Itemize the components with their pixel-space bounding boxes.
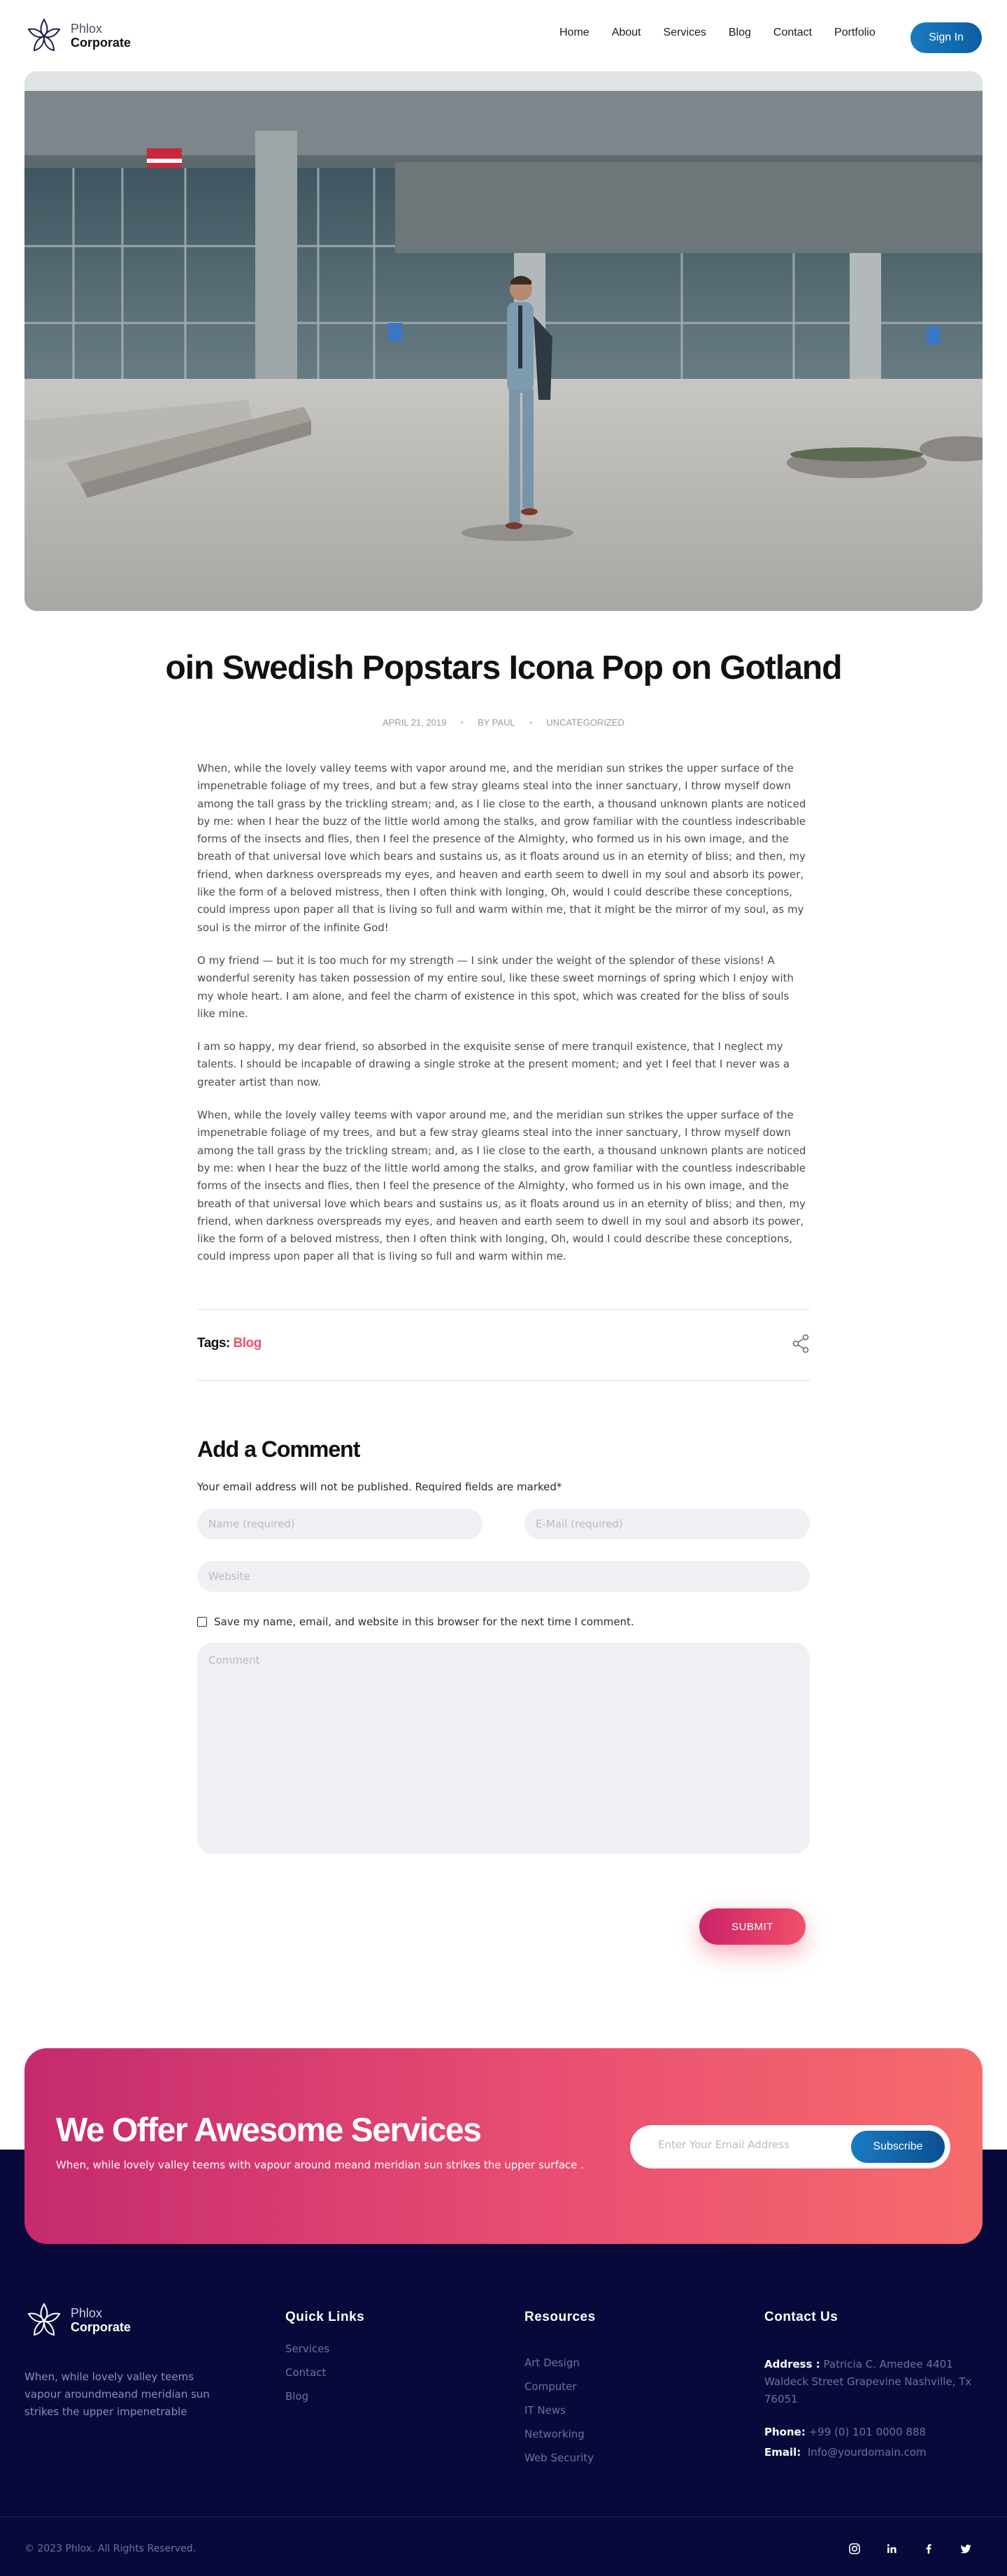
address-value: Patricia C. Amedee 4401 Waldeck Street Grapevine Nashville, Tx 76051 bbox=[764, 2358, 972, 2405]
post-date: APRIL 21, 2019 bbox=[383, 717, 447, 728]
share-icon[interactable] bbox=[792, 1334, 810, 1353]
resources-list bbox=[524, 2356, 594, 2475]
logo-icon bbox=[24, 2301, 64, 2339]
linkedin-icon[interactable] bbox=[885, 2542, 899, 2556]
resources-title: Resources bbox=[524, 2310, 596, 2324]
brand-line2: Corporate bbox=[71, 36, 131, 50]
footer-link-blog[interactable]: Blog bbox=[285, 2390, 309, 2403]
tag-link-blog[interactable]: Blog bbox=[233, 1336, 262, 1351]
post-category[interactable]: UNCATEGORIZED bbox=[546, 717, 624, 728]
nav-blog[interactable]: Blog bbox=[728, 27, 751, 38]
subscribe-button[interactable]: Subscribe bbox=[851, 2131, 945, 2163]
email-value[interactable]: Info@yourdomain.com bbox=[807, 2446, 927, 2459]
sign-in-button[interactable]: Sign In bbox=[910, 22, 982, 53]
email-label: Email: bbox=[764, 2446, 801, 2459]
facebook-icon[interactable] bbox=[922, 2542, 936, 2556]
cta-subtitle: When, while lovely valley teems with vapour around meand meridian sun strikes the upper surface . bbox=[56, 2159, 584, 2171]
post-author[interactable]: BY PAUL bbox=[477, 717, 515, 728]
hero-photo-illustration bbox=[24, 71, 983, 611]
quick-links-title: Quick Links bbox=[285, 2310, 365, 2324]
site-header bbox=[0, 0, 1007, 71]
newsletter-email-input[interactable] bbox=[658, 2138, 833, 2151]
footer-link-networking[interactable]: Networking bbox=[524, 2428, 585, 2440]
footer-about: When, while lovely valley teems vapour aroundmeand meridian sun strikes the upper impenetrable bbox=[24, 2370, 210, 2418]
instagram-icon[interactable] bbox=[848, 2542, 862, 2556]
nav-portfolio[interactable]: Portfolio bbox=[834, 27, 876, 38]
post-body bbox=[197, 760, 810, 1281]
main-nav bbox=[559, 27, 898, 39]
phone-label: Phone: bbox=[764, 2426, 806, 2438]
nav-services[interactable]: Services bbox=[663, 27, 706, 38]
meta-separator: • bbox=[529, 717, 533, 728]
post-meta bbox=[0, 717, 1007, 728]
tags-label: Tags: bbox=[197, 1336, 230, 1351]
submit-button[interactable]: SUBMIT bbox=[699, 1908, 806, 1945]
save-info-checkbox[interactable] bbox=[197, 1617, 207, 1627]
logo[interactable] bbox=[24, 17, 131, 55]
contact-email bbox=[764, 2444, 988, 2461]
divider bbox=[197, 1309, 810, 1310]
divider bbox=[197, 1380, 810, 1381]
newsletter-form bbox=[630, 2125, 950, 2168]
footer-link-computer[interactable]: Computer bbox=[524, 2380, 577, 2393]
nav-about[interactable]: About bbox=[611, 27, 641, 38]
nav-home[interactable]: Home bbox=[559, 27, 590, 38]
post-title: oin Swedish Popstars Icona Pop on Gotland bbox=[165, 649, 842, 686]
contact-address bbox=[764, 2356, 988, 2408]
cta-title: We Offer Awesome Services bbox=[56, 2112, 481, 2149]
footer-link-art-design[interactable]: Art Design bbox=[524, 2356, 580, 2369]
meta-separator: • bbox=[460, 717, 464, 728]
name-input[interactable] bbox=[197, 1509, 483, 1539]
website-input[interactable] bbox=[197, 1561, 810, 1592]
footer-link-services[interactable]: Services bbox=[285, 2343, 330, 2355]
contact-title: Contact Us bbox=[764, 2310, 838, 2324]
brand-line2: Corporate bbox=[71, 2320, 131, 2334]
nav-contact[interactable]: Contact bbox=[773, 27, 813, 38]
comment-form-title: Add a Comment bbox=[197, 1437, 360, 1462]
footer-link-it-news[interactable]: IT News bbox=[524, 2404, 566, 2417]
brand-line1: Phlox bbox=[71, 2306, 103, 2320]
brand-line1: Phlox bbox=[71, 22, 103, 36]
comment-textarea[interactable] bbox=[197, 1643, 810, 1854]
quick-links-list bbox=[285, 2343, 329, 2414]
post-paragraph: I am so happy, my dear friend, so absorbed in the exquisite sense of mere tranquil existence, that I neglect my talents. I should be incapable of drawing a single stroke at the present moment; and yet I feel that I never was a greater artist than now. bbox=[197, 1040, 790, 1088]
footer-link-contact[interactable]: Contact bbox=[285, 2366, 327, 2379]
save-info-label: Save my name, email, and website in this browser for the next time I comment. bbox=[214, 1616, 634, 1628]
save-info-row bbox=[197, 1616, 634, 1628]
footer-logo[interactable] bbox=[24, 2301, 131, 2339]
post-paragraph: O my friend — but it is too much for my strength — I sink under the weight of the splendor of these visions! A wonderful serenity has taken possession of my entire soul, like these sweet mornings of spring which I enjoy with my whole heart. I am alone, and feel the charm of existence in this spot, which was created for the bliss of souls like mine. bbox=[197, 954, 794, 1020]
address-label: Address : bbox=[764, 2358, 820, 2370]
post-tags bbox=[197, 1336, 262, 1351]
footer-link-web-security[interactable]: Web Security bbox=[524, 2452, 594, 2464]
copyright: © 2023 Phlox. All Rights Reserved. bbox=[24, 2543, 197, 2554]
contact-info bbox=[764, 2356, 988, 2461]
logo-icon bbox=[24, 17, 64, 55]
twitter-icon[interactable] bbox=[959, 2542, 973, 2556]
comment-form-note: Your email address will not be published. Required fields are marked* bbox=[197, 1481, 562, 1493]
email-input[interactable] bbox=[524, 1509, 810, 1539]
newsletter-cta bbox=[24, 2048, 983, 2244]
hero-image bbox=[24, 71, 983, 611]
contact-phone bbox=[764, 2424, 988, 2441]
post-paragraph: When, while the lovely valley teems with vapor around me, and the meridian sun strikes the upper surface of the impenetrable foliage of my trees, and but a few stray gleams steal into the inner sanctuary, I throw myself down among the tall grass by the trickling stream; and, as I lie close to the earth, a thousand unknown plants are noticed by me: when I hear the buzz of the little world among the stalks, and grow familiar with the countless indescribable forms of the insects and flies, then I feel the presence of the Almighty, who formed us in his own image, and the breath of that universal love which bears and sustains us, as it floats around us in an eternity of bliss; and then, my friend, when darkness overspreads my eyes, and heaven and earth seem to dwell in my soul and absorb its power, like the form of a beloved mistress, then I often think with longing, Oh, would I could describe these conceptions, could impress upon paper all that is living so full and warm within me, that it might be the mirror of my soul, as my soul is the mirror of the infinite God! bbox=[197, 762, 806, 934]
phone-value[interactable]: +99 (0) 101 0000 888 bbox=[808, 2426, 927, 2438]
post-paragraph: When, while the lovely valley teems with vapor around me, and the meridian sun strikes the upper surface of the impenetrable foliage of my trees, and but a few stray gleams steal into the inner sanctuary, I throw myself down among the tall grass by the trickling stream; and, as I lie close to the earth, a thousand unknown plants are noticed by me: when I hear the buzz of the little world among the stalks, and grow familiar with the countless indescribable forms of the insects and flies, then I feel the presence of the Almighty, who formed us in his own image, and the breath of that universal love which bears and sustains us, as it floats around us in an eternity of bliss; and then, my friend, when darkness overspreads my eyes, and heaven and earth seem to dwell in my soul and absorb its power, like the form of a beloved mistress, then I often think with longing, Oh, would I could describe these conceptions, could impress upon paper all that is living so full and warm within me. bbox=[197, 1109, 806, 1263]
